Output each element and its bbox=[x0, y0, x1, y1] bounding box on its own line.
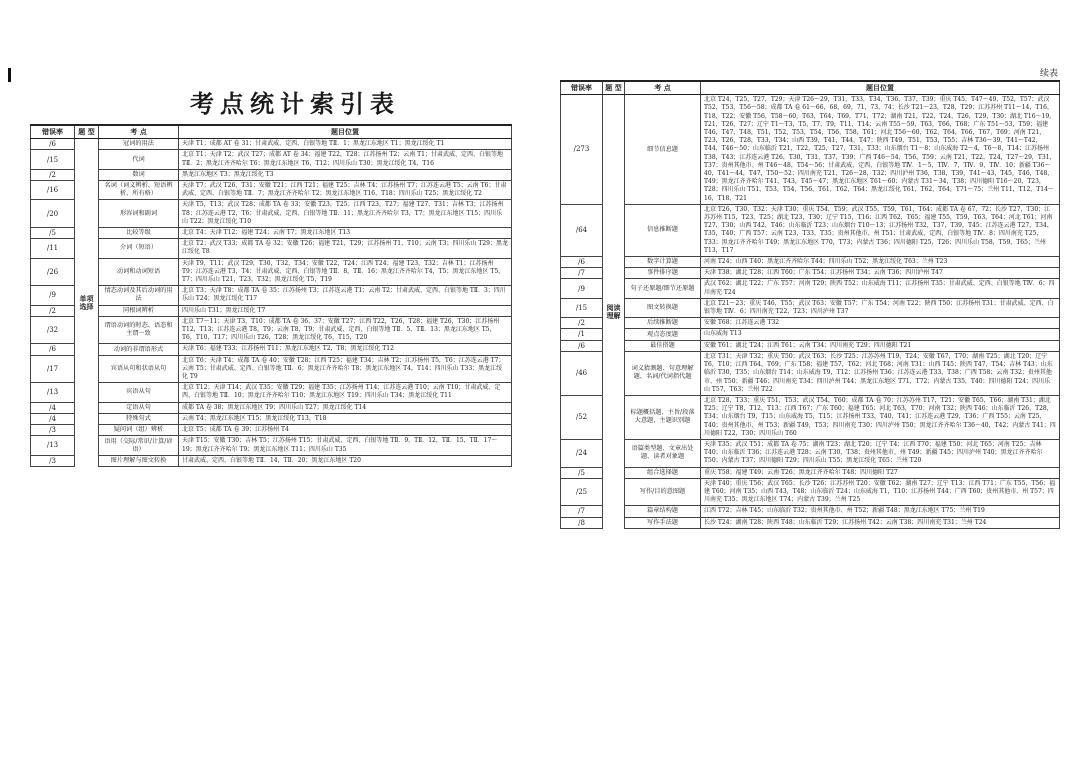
header-row bbox=[561, 81, 1060, 95]
error-rate-cell: /64 bbox=[561, 204, 603, 256]
table-row bbox=[31, 139, 512, 150]
question-position-cell: 天津 T5，T13；武汉 T28；成都 TA 卷 33；安徽 T23，T25；江西 T23，T27；福建 T27，T31；吉林 T3；江苏扬州 T8；江苏连云港 T2，T6；甘肃武威、定西、白银等地 TⅡ．11；黑龙江齐齐哈尔 T3，T7；黑龙江东地区 T15；四川乐山 T22；黑龙江绥化 T10 bbox=[179, 200, 512, 228]
question-position-cell: 北京 T2；武汉 T33；成都 TA 卷 32；安徽 T26；福建 T21，T29；江苏扬州 T1，T10；云南 T3；四川乐山 T29；黑龙江绥化 T8 bbox=[179, 239, 512, 258]
error-rate-cell: /3 bbox=[31, 425, 75, 436]
knowledge-point-cell: 动词和动词短语 bbox=[99, 258, 179, 286]
left-page bbox=[30, 0, 512, 764]
question-position-cell: 成都 TA 卷 38；黑龙江东地区 T9；四川乐山 T27；黑龙江绥化 T14 bbox=[179, 402, 512, 413]
header-type: 题 型 bbox=[75, 125, 99, 139]
table-row bbox=[561, 318, 1060, 329]
table-row bbox=[561, 204, 1060, 256]
table-row bbox=[31, 181, 512, 200]
question-position-cell: 北京 T5；成都 TA 卷 39；江苏扬州 T4 bbox=[179, 425, 512, 436]
error-rate-cell: /32 bbox=[31, 316, 75, 344]
question-position-cell: 北京 T24，T25，T27，T29；天津 T26～29，T31，T33，T34，T36，T37，T39；重庆 T45，T47～49，T52，T57；武汉 T52，T53，T56～58；成都 TA 卷 61～66，68，69，71，73，74；长沙 T21～23，T28，T29；江苏苏州 T11～14，T16，T18，T22；安徽 T56，T58～60，T63，T64，T69，T71，T72；湖南 T21，T22，T24，T26，T29，T30；湖北 T16～19，T21，T26，T27；辽宁 T1～T3，T5，T7，T9，T11，T14；云南 T55～59，T63，T66，T68；广东 T51～53，T59；福建 T46，T47，T48，T51，T52，T53，T54，T56，T58，T61；河北 T56～60，T62，T64，T66，T67，T69；河南 T21，T23，T26，T28，T33，T34；山西 T39，T41，T44，T47；陕西 T49，T51，T53，T55；吉林 T36～39，T41～T42，T44，T46～50；山东临沂 T21，T22，T25，T27，T31，T33；山东烟台 T1～8；山东威海 T2～4，T6～8，T14；江苏扬州 T38，T43；江苏连云港 T26，T30，T31，T37，T39；广西 T46～54，T56，T59；云南 T21，T22，T24，T27～29，T31，T37；贵州其他市、州 T46～48，T54～56；甘肃武威、定西、白银等地 TⅣ．1～5，TⅣ．7，TⅣ．9，TⅣ．10；新疆 T36～40，T41～44，T47，T50～52；四川南充 T21，T26～28，T32；四川泸州 T36，T38，T39，T41～43，T45，T46，T48，T49；黑龙江齐齐哈尔 T41，T43，T45～47；黑龙江东地区 T61～60；内蒙古 T31～34，T38；四川德阳 T16～20，T23，T28；四川乐山 T51，T53，T54，T56，T61，T62，T64；黑龙江绥化 T61，T62，T64，T71～75；兰州 T11，T12，T14～16，T18，T21 bbox=[701, 95, 1060, 205]
table-row bbox=[31, 355, 512, 383]
table-row bbox=[31, 305, 512, 316]
knowledge-point-cell: 信息推断题 bbox=[625, 204, 701, 256]
knowledge-point-cell: 细节信息题 bbox=[625, 95, 701, 205]
error-rate-cell: /13 bbox=[31, 383, 75, 402]
table-row bbox=[31, 286, 512, 305]
table-row bbox=[31, 425, 512, 436]
error-rate-cell: /20 bbox=[31, 200, 75, 228]
question-position-cell: 天津 T40；重庆 T56；武汉 T65；长沙 T26；江苏苏州 T20；安徽 T62；湖南 T27；辽宁 T13；江西 T71；广东 T55，T56；福建 T60；河南 T35；山西 T43，T48；山东临沂 T24；山东威海 T1，T10；江苏扬州 T44；广西 T60；贵州其他市、州 T57；四川南充 T35；黑龙江东地区 T74；内蒙古 T39；兰州 T25 bbox=[701, 478, 1060, 506]
error-rate-cell: /7 bbox=[561, 268, 603, 279]
header-row bbox=[31, 125, 512, 139]
knowledge-point-cell: 最佳搭题 bbox=[625, 340, 701, 351]
error-rate-cell: /5 bbox=[561, 467, 603, 478]
table-row bbox=[31, 150, 512, 169]
knowledge-point-cell: 谓语动词的时态、语态和主谓一致 bbox=[99, 316, 179, 344]
question-position-cell: 四川乐山 T31；黑龙江绥化 T7 bbox=[179, 305, 512, 316]
knowledge-point-cell: 情态动词及其后动词的用法 bbox=[99, 286, 179, 305]
continued-label: 续表 bbox=[1039, 69, 1058, 79]
table-row bbox=[561, 351, 1060, 395]
knowledge-point-cell: 标题概括题、主旨/段落大意题、主题识别题 bbox=[625, 395, 701, 439]
knowledge-point-cell: 同根词辨析 bbox=[99, 305, 179, 316]
header-pos: 题目位置 bbox=[179, 125, 512, 139]
question-position-cell: 天津 T9，T11；武汉 T29，T30，T32，T34；安徽 T22，T24；江西 T24；福建 T23，T32；吉林 T1；江苏扬州 T9；江苏连云港 T3，T4；甘肃武威、定西、白银等地 TⅡ．8，TⅡ．16；黑龙江齐齐哈尔 T4，T5；黑龙江东地区 T5，T7；四川乐山 T21，T23，T32；黑龙江绥化 T5，T19 bbox=[179, 258, 512, 286]
header-rate: 错误率 bbox=[31, 125, 75, 139]
question-type-cell: 单项选择 bbox=[75, 139, 99, 467]
knowledge-point-cell: 宾语从句和状语从句 bbox=[99, 355, 179, 383]
table-row bbox=[31, 228, 512, 239]
right-page bbox=[560, 0, 1060, 764]
knowledge-point-cell: 宾语从句 bbox=[99, 383, 179, 402]
error-rate-cell: /15 bbox=[31, 150, 75, 169]
error-rate-cell: /7 bbox=[561, 506, 603, 517]
knowledge-point-cell: 定语从句 bbox=[99, 402, 179, 413]
question-position-cell: 北京 T3；天津 T8；成都 TA 卷 35；江苏扬州 T3；江苏连云港 T1；云南 T2；甘肃武威、定西、白银等地 TⅡ．3；四川乐山 T24；黑龙江绥化 T17 bbox=[179, 286, 512, 305]
error-rate-cell: /15 bbox=[561, 298, 603, 317]
question-position-cell: 天津 T7；武汉 T26，T31；安徽 T21；江西 T21；福建 T25；吉林 T4；江苏扬州 T7；江苏连云港 T5；云南 T6；甘肃武威、定西、白银等地 TⅡ．7；黑龙江齐齐哈尔 T2；黑龙江东地区 T16，T18；四川乐山 T25；黑龙江绥化 T2 bbox=[179, 181, 512, 200]
question-position-cell: 天津 T35；武汉 T51；成都 TA 卷 75；湖南 T23；湖北 T20；辽宁 T4；江西 T70；福建 T50；河北 T65；河南 T25；吉林 T40；山东临沂 T36；江苏连云港 T28；云南 T30，T38；贵州其他市、州 T49；新疆 T45；四川泸州 T40；黑龙江齐齐哈尔 T50；内蒙古 T37；四川德阳 T29；四川乐山 T55；黑龙江绥化 T65；兰州 T20 bbox=[701, 439, 1060, 467]
header-kp: 考 点 bbox=[625, 81, 701, 95]
knowledge-point-cell: 形容词和副词 bbox=[99, 200, 179, 228]
knowledge-point-cell: 后续推断题 bbox=[625, 318, 701, 329]
table-row bbox=[31, 455, 512, 466]
error-rate-cell: /8 bbox=[561, 517, 603, 528]
question-position-cell: 天津 T1；成都 AT 卷 31；甘肃武威、定西、白银等地 TⅡ．1；黑龙江东地区 T1；黑龙江绥化 T1 bbox=[179, 139, 512, 150]
question-position-cell: 安徽 T61；湖北 T24；江西 T61；云南 T34；四川南充 T29；四川德阳 T21 bbox=[701, 340, 1060, 351]
knowledge-point-cell: 数字计算题 bbox=[625, 257, 701, 268]
index-table-right bbox=[560, 80, 1060, 529]
knowledge-point-cell: 介词（短语） bbox=[99, 239, 179, 258]
error-rate-cell: /4 bbox=[31, 402, 75, 413]
question-position-cell: 黑龙江东地区 T3；黑龙江绥化 T3 bbox=[179, 169, 512, 180]
question-position-cell: 北京 T4；天津 T12；福建 T24；云南 T7；黑龙江东地区 T13 bbox=[179, 228, 512, 239]
error-rate-cell: /11 bbox=[31, 239, 75, 258]
header-type: 题 型 bbox=[603, 81, 625, 95]
question-position-cell: 天津 T38；湖北 T28；江西 T60；广东 T54；江苏扬州 T34；云南 T36；四川泸州 T47 bbox=[701, 268, 1060, 279]
error-rate-cell: /6 bbox=[31, 139, 75, 150]
error-rate-cell: /5 bbox=[31, 228, 75, 239]
error-rate-cell: /6 bbox=[561, 340, 603, 351]
question-position-cell: 重庆 T58；福建 T49；云南 T26；黑龙江齐齐哈尔 T48；四川德阳 T27 bbox=[701, 467, 1060, 478]
error-rate-cell: /17 bbox=[31, 355, 75, 383]
question-position-cell: 安徽 T68；江苏连云港 T32 bbox=[701, 318, 1060, 329]
table-row bbox=[561, 517, 1060, 528]
error-rate-cell: /6 bbox=[561, 257, 603, 268]
knowledge-point-cell: 观点态度题 bbox=[625, 329, 701, 340]
table-row bbox=[31, 413, 512, 424]
question-position-cell: 北京 T31；天津 T32；重庆 T50；武汉 T63；长沙 T25；江苏苏州 T19，T24；安徽 T67，T70；湖南 T25；湖北 T20；辽宁 T6，T10；江西 T64，T69；广东 T58；福建 T57，T62；河北 T68；河南 T31；山西 T45；陕西 T47，T54；吉林 T43；山东临沂 T30，T35；山东烟台 T14；山东威海 T9，T12；江苏扬州 T36；江苏连云港 T33，T38；广西 T58；云南 T32；贵州其他市、州 T50；新疆 T46；四川南充 T34；四川泸州 T44；黑龙江东地区 T71，T72；内蒙古 T35，T40；四川德阳 T24；四川乐山 T57，T63；兰州 T22 bbox=[701, 351, 1060, 395]
table-row bbox=[561, 439, 1060, 467]
table-row bbox=[31, 316, 512, 344]
error-rate-cell: /13 bbox=[31, 436, 75, 455]
question-position-cell: 河南 T24；山西 T40；黑龙江齐齐哈尔 T44；四川乐山 T52；黑龙江绥化 T63；兰州 T23 bbox=[701, 257, 1060, 268]
table-row bbox=[561, 279, 1060, 298]
knowledge-point-cell: 比较等级 bbox=[99, 228, 179, 239]
table-row bbox=[561, 257, 1060, 268]
error-rate-cell: /9 bbox=[561, 279, 603, 298]
header-kp: 考 点 bbox=[99, 125, 179, 139]
table-row bbox=[561, 298, 1060, 317]
error-rate-cell: /9 bbox=[31, 286, 75, 305]
knowledge-point-cell: 疑问词（组）辨析 bbox=[99, 425, 179, 436]
knowledge-point-cell: 篇章结构题 bbox=[625, 506, 701, 517]
error-rate-cell: /4 bbox=[31, 413, 75, 424]
error-rate-cell: /46 bbox=[561, 351, 603, 395]
error-rate-cell: /25 bbox=[561, 478, 603, 506]
knowledge-point-cell: 特殊句式 bbox=[99, 413, 179, 424]
table-row bbox=[31, 402, 512, 413]
knowledge-point-cell: 组合选择题 bbox=[625, 467, 701, 478]
table-row bbox=[31, 200, 512, 228]
question-position-cell: 天津 T6；福建 T33；江苏扬州 T11；黑龙江东地区 T2，T8；黑龙江绥化 T12 bbox=[179, 344, 512, 355]
header-pos: 题目位置 bbox=[701, 81, 1060, 95]
question-type-cell: 阅读理解 bbox=[603, 95, 625, 529]
table-row bbox=[561, 268, 1060, 279]
question-position-cell: 北京 T1；天津 T2；武汉 T27；成都 AT 卷 34；福建 T22，T28；江苏扬州 T2；云南 T1；甘肃武威、定西、白银等地 TⅡ．2；黑龙江齐齐哈尔 T6；黑龙江东地区 T6，T12；四川乐山 T30；黑龙江绥化 T4，T16 bbox=[179, 150, 512, 169]
table-row bbox=[31, 436, 512, 455]
table-row bbox=[561, 340, 1060, 351]
page-title: 考点统计索引表 bbox=[190, 90, 400, 118]
question-position-cell: 江西 T72；吉林 T45；山东临沂 T32；贵州其他市、州 T52；新疆 T48；黑龙江东地区 T75；兰州 T19 bbox=[701, 506, 1060, 517]
table-row bbox=[561, 478, 1060, 506]
table-row bbox=[31, 383, 512, 402]
error-rate-cell: /3 bbox=[31, 455, 75, 466]
error-rate-cell: /2 bbox=[31, 305, 75, 316]
question-position-cell: 北京 T12；天津 T14；武汉 T35；安徽 T29；福建 T35；江苏扬州 T14；江苏连云港 T10；云南 T10；甘肃武威、定西、白银等地 TⅡ．10；黑龙江齐齐哈尔 T10；黑龙江东地区 T19；四川乐山 T34；黑龙江绥化 T11 bbox=[179, 383, 512, 402]
knowledge-point-cell: 图片理解与图文转换 bbox=[99, 455, 179, 466]
table-row bbox=[561, 506, 1060, 517]
question-position-cell: 甘肃武威、定西、白银等地 TⅡ．14，TⅡ．20；黑龙江东地区 T20 bbox=[179, 455, 512, 466]
table-row bbox=[561, 395, 1060, 439]
knowledge-point-cell: 动词的非谓语形式 bbox=[99, 344, 179, 355]
table-row bbox=[561, 329, 1060, 340]
question-position-cell: 云南 T4；黑龙江东地区 T15；黑龙江绥化 T13，T18 bbox=[179, 413, 512, 424]
question-position-cell: 长沙 T24；湖南 T28；陕西 T48；山东临沂 T29；江苏扬州 T42；云南 T38；四川南充 T31；兰州 T24 bbox=[701, 517, 1060, 528]
table-row bbox=[561, 95, 1060, 205]
error-rate-cell: /24 bbox=[561, 439, 603, 467]
index-table-left bbox=[30, 124, 512, 467]
knowledge-point-cell: 句子还原题/细节还原题 bbox=[625, 279, 701, 298]
knowledge-point-cell: 语用（交际/常识/计算/谚语） bbox=[99, 436, 179, 455]
error-rate-cell: /52 bbox=[561, 395, 603, 439]
error-rate-cell: /273 bbox=[561, 95, 603, 205]
knowledge-point-cell: 代词 bbox=[99, 150, 179, 169]
table-row bbox=[31, 239, 512, 258]
error-rate-cell: /16 bbox=[31, 181, 75, 200]
error-rate-cell: /2 bbox=[561, 318, 603, 329]
knowledge-point-cell: 语篇类型题、文章出处题、读者对象题 bbox=[625, 439, 701, 467]
error-rate-cell: /6 bbox=[31, 344, 75, 355]
question-position-cell: 北京 T6；天津 T4；成都 TA 卷 40；安徽 T28；江西 T25；福建 T34；吉林 T2；江苏扬州 T5，T6；江苏连云港 T7；云南 T5；甘肃武威、定西、白银等地 TⅡ．6；黑龙江齐齐哈尔 T8；黑龙江东地区 T4，T14；四川乐山 T33；黑龙江绥化 T9 bbox=[179, 355, 512, 383]
question-position-cell: 天津 T15；安徽 T30；吉林 T5；江苏扬州 T15；甘肃武威、定西、白银等地 TⅡ．9，TⅡ．12，TⅡ．15，TⅡ．17～19；黑龙江齐齐哈尔 T9；黑龙江东地区 T11；四川乐山 T35 bbox=[179, 436, 512, 455]
knowledge-point-cell: 词义猜测题、句意理解题、名词/代词指代题 bbox=[625, 351, 701, 395]
knowledge-point-cell: 冠词的用法 bbox=[99, 139, 179, 150]
header-rate: 错误率 bbox=[561, 81, 603, 95]
question-position-cell: 山东威海 T13 bbox=[701, 329, 1060, 340]
table-row bbox=[31, 344, 512, 355]
knowledge-point-cell: 事件排序题 bbox=[625, 268, 701, 279]
knowledge-point-cell: 数词 bbox=[99, 169, 179, 180]
table-row bbox=[31, 169, 512, 180]
question-position-cell: 北京 T26，T30，T32；天津 T30；重庆 T54，T59；武汉 T55，T59，T61，T64；成都 TA 卷 67，72；长沙 T27，T30；江苏苏州 T15，T23，T25；湖北 T23，T30；辽宁 T15，T16；江西 T62，T65；福建 T55，T59，T63，T64；河北 T61；河南 T27，T30；山西 T42，T46；山东临沂 T23；山东烟台 T10～13；江苏扬州 T32，T37，T39，T45；江苏连云港 T27，T34，T35，T40；广西 T57；云南 T23，T33，T35；贵州其他市、州 T51；甘肃武威、定西、白银等地 TⅣ．8；四川南充 T25，T33；黑龙江齐齐哈尔 T49；黑龙江东地区 T70，T73；内蒙古 T36；四川德阳 T25，T26；四川乐山 T58，T59，T65；兰州 T13，T17 bbox=[701, 204, 1060, 256]
knowledge-point-cell: 名词（词义辨析、短语辨析、所有格） bbox=[99, 181, 179, 200]
question-position-cell: 北京 T7～11；天津 T3，T10；成都 TA 卷 36，37；安徽 T27；江西 T22，T26，T28；福建 T26，T30；江苏扬州 T12，T13；江苏连云港 T8，T9；云南 T8，T9；甘肃武威、定西、白银等地 TⅡ．5，TⅡ．13；黑龙江东地区 T5，T6，T10，T17；四川乐山 T26，T28；黑龙江绥化 T6，T15，T20 bbox=[179, 316, 512, 344]
question-position-cell: 武汉 T62；湖北 T22；广东 T57；河南 T29；陕西 T52；山东威海 T11；江苏扬州 T35；甘肃武威、定西、白银等地 TⅣ．6；四川南充 T24 bbox=[701, 279, 1060, 298]
error-rate-cell: /1 bbox=[561, 329, 603, 340]
margin-bar bbox=[8, 68, 11, 82]
knowledge-point-cell: 写作/目的意图题 bbox=[625, 478, 701, 506]
table-row bbox=[561, 467, 1060, 478]
error-rate-cell: /2 bbox=[31, 169, 75, 180]
knowledge-point-cell: 写作手法题 bbox=[625, 517, 701, 528]
table-row bbox=[31, 258, 512, 286]
question-position-cell: 北京 T28，T33；重庆 T51，T53；武汉 T54，T60；成都 TA 卷 70；江苏苏州 T17，T21；安徽 T65，T66；湖南 T31；湖北 T25；辽宁 T8，T12，T13；江西 T67；广东 T60；福建 T65；河北 T63，T70；河南 T32；陕西 T46；山东临沂 T26，T28，T34；山东烟台 T9，T15；山东威海 T5，T15；江苏扬州 T33，T40，T41；江苏连云港 T29，T36；广西 T55；云南 T25，T40；贵州其他市、州 T53；新疆 T49，T53；四川南充 T30；四川泸州 T50；黑龙江齐齐哈尔 T36～40，T42；内蒙古 T41；四川德阳 T22，T30；四川乐山 T60 bbox=[701, 395, 1060, 439]
question-position-cell: 北京 T21～23；重庆 T46，T55；武汉 T63；安徽 T57；广东 T54；河南 T22；陕西 T50；江苏扬州 T31；甘肃武威、定西、白银等地 TⅣ．6；四川南充 T22，T23；四川泸州 T37 bbox=[701, 298, 1060, 317]
knowledge-point-cell: 图文转换题 bbox=[625, 298, 701, 317]
error-rate-cell: /26 bbox=[31, 258, 75, 286]
